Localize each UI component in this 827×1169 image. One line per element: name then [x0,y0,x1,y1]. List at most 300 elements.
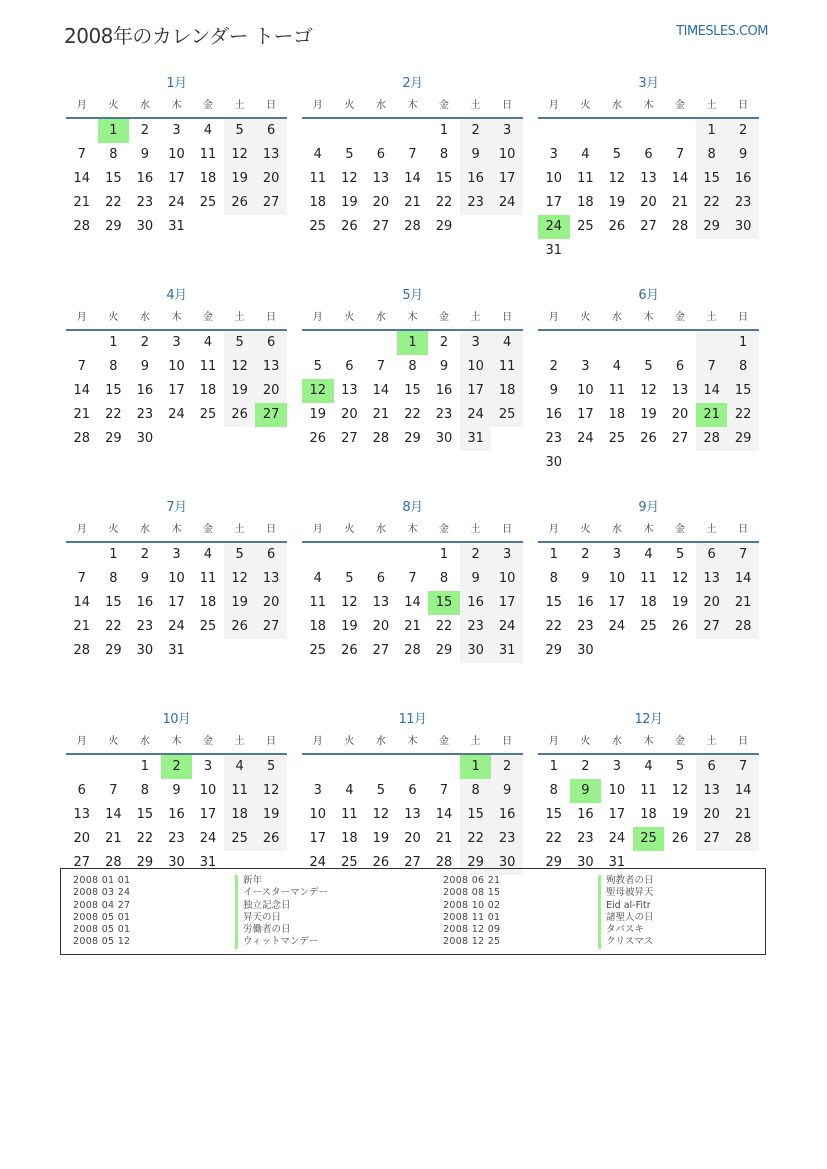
day-cell[interactable]: 16 [727,167,759,191]
day-cell[interactable]: 29 [727,427,759,451]
day-cell[interactable]: 24 [491,191,523,215]
day-cell[interactable]: 12 [224,355,256,379]
day-cell[interactable]: 18 [199,595,217,610]
day-cell[interactable]: 10 [491,143,523,167]
day-cell[interactable]: 25 [199,407,217,422]
day-cell[interactable]: 12 [224,143,256,167]
day-cell[interactable]: 21 [372,407,390,422]
day-cell[interactable]: 6 [345,359,354,374]
day-cell[interactable]: 19 [309,407,327,422]
day-cell[interactable]: 4 [203,335,213,350]
day-cell[interactable]: 11 [199,571,217,586]
day-cell[interactable]: 9 [549,383,558,398]
day-cell[interactable]: 30 [460,639,492,663]
day-cell[interactable]: 7 [109,783,118,798]
day-cell[interactable]: 13 [372,595,390,610]
day-cell[interactable]: 20 [372,619,390,634]
day-cell[interactable]: 19 [224,379,256,403]
day-cell[interactable]: 20 [372,195,390,210]
day-cell[interactable]: 28 [73,219,91,234]
day-cell[interactable]: 8 [439,147,449,162]
day-cell[interactable]: 3 [313,783,322,798]
day-cell[interactable]: 19 [640,407,657,422]
day-cell[interactable]: 23 [136,195,154,210]
day-cell[interactable]: 27 [372,643,390,658]
day-cell[interactable]: 20 [73,831,91,846]
day-cell[interactable]: 3 [172,335,181,350]
day-cell[interactable]: 12 [640,383,657,398]
day-cell[interactable]: 4 [644,547,653,562]
day-cell[interactable]: 26 [671,831,689,846]
day-cell[interactable]: 2 [549,359,558,374]
day-cell[interactable]: 29 [105,219,122,234]
day-cell[interactable]: 26 [224,615,256,639]
day-cell[interactable]: 9 [460,143,492,167]
day-cell[interactable]: 2 [460,543,492,567]
day-cell[interactable]: 17 [168,383,185,398]
day-cell[interactable]: 23 [491,827,523,851]
day-cell[interactable]: 27 [255,191,287,215]
day-cell[interactable]: 5 [644,359,653,374]
day-cell[interactable]: 23 [577,831,594,846]
day-cell[interactable]: 15 [136,807,154,822]
day-cell[interactable]: 17 [545,195,563,210]
day-cell[interactable]: 16 [136,595,154,610]
day-cell[interactable]: 20 [696,591,728,615]
day-cell[interactable]: 9 [140,147,150,162]
day-cell[interactable]: 17 [309,831,327,846]
day-cell[interactable]: 23 [460,615,492,639]
day-cell[interactable]: 18 [640,595,657,610]
day-cell[interactable]: 8 [727,355,759,379]
day-cell[interactable]: 11 [224,779,256,803]
day-cell[interactable]: 26 [224,191,256,215]
day-cell[interactable]: 26 [341,643,358,658]
day-cell[interactable]: 8 [109,147,118,162]
day-cell[interactable]: 29 [545,643,563,658]
day-cell[interactable]: 30 [136,219,154,234]
day-cell[interactable]: 26 [640,431,657,446]
day-cell[interactable]: 15 [105,171,122,186]
day-cell[interactable]: 19 [671,595,689,610]
day-cell[interactable]: 11 [491,355,523,379]
day-cell[interactable]: 7 [696,355,728,379]
day-cell[interactable]: 4 [203,123,213,138]
day-cell[interactable]: 9 [460,567,492,591]
day-cell[interactable]: 11 [309,171,327,186]
day-cell[interactable]: 3 [491,119,523,143]
day-cell[interactable]: 12 [671,571,689,586]
day-cell[interactable]: 13 [73,807,91,822]
day-cell[interactable]: 8 [109,359,118,374]
day-cell[interactable]: 28 [372,431,390,446]
day-cell[interactable]: 22 [105,407,122,422]
day-cell[interactable]: 10 [168,147,185,162]
day-cell[interactable]: 5 [345,147,354,162]
day-cell[interactable]: 14 [73,595,91,610]
day-cell[interactable]: 21 [73,619,91,634]
day-cell[interactable]: 10 [168,359,185,374]
day-cell[interactable]: 13 [696,567,728,591]
day-cell[interactable]: 31 [608,855,626,870]
day-cell[interactable]: 16 [460,591,492,615]
day-cell[interactable]: 22 [435,619,453,634]
day-cell[interactable]: 13 [372,171,390,186]
day-cell[interactable]: 26 [309,431,327,446]
day-cell[interactable]: 4 [581,147,590,162]
day-cell[interactable]: 19 [255,803,287,827]
day-cell[interactable]: 14 [671,171,689,186]
day-cell[interactable]: 4 [644,759,653,774]
day-cell[interactable]: 31 [168,219,185,234]
holiday-day-cell[interactable]: 9 [570,779,602,803]
day-cell[interactable]: 2 [491,755,523,779]
day-cell[interactable]: 25 [199,195,217,210]
day-cell[interactable]: 16 [136,171,154,186]
holiday-day-cell[interactable]: 25 [633,827,665,851]
day-cell[interactable]: 1 [439,123,449,138]
day-cell[interactable]: 14 [435,807,453,822]
day-cell[interactable]: 22 [696,191,728,215]
day-cell[interactable]: 16 [491,803,523,827]
day-cell[interactable]: 30 [136,643,154,658]
day-cell[interactable]: 31 [168,643,185,658]
day-cell[interactable]: 29 [105,643,122,658]
day-cell[interactable]: 7 [376,359,386,374]
day-cell[interactable]: 19 [372,831,390,846]
day-cell[interactable]: 5 [612,147,622,162]
day-cell[interactable]: 17 [577,407,594,422]
day-cell[interactable]: 21 [727,803,759,827]
day-cell[interactable]: 12 [372,807,390,822]
day-cell[interactable]: 9 [439,359,449,374]
day-cell[interactable]: 23 [545,431,563,446]
day-cell[interactable]: 6 [696,755,728,779]
day-cell[interactable]: 14 [696,379,728,403]
holiday-day-cell[interactable]: 27 [255,403,287,427]
day-cell[interactable]: 18 [309,195,327,210]
day-cell[interactable]: 30 [491,851,523,875]
day-cell[interactable]: 7 [727,543,759,567]
day-cell[interactable]: 5 [376,783,386,798]
day-cell[interactable]: 1 [549,759,558,774]
day-cell[interactable]: 24 [460,403,492,427]
day-cell[interactable]: 30 [727,215,759,239]
day-cell[interactable]: 29 [545,855,563,870]
day-cell[interactable]: 16 [136,383,154,398]
day-cell[interactable]: 15 [727,379,759,403]
day-cell[interactable]: 9 [140,359,150,374]
day-cell[interactable]: 23 [727,191,759,215]
day-cell[interactable]: 21 [73,407,91,422]
day-cell[interactable]: 14 [73,171,91,186]
day-cell[interactable]: 30 [435,431,453,446]
day-cell[interactable]: 15 [404,383,421,398]
day-cell[interactable]: 27 [696,615,728,639]
day-cell[interactable]: 20 [640,195,657,210]
day-cell[interactable]: 20 [341,407,358,422]
day-cell[interactable]: 2 [140,335,150,350]
day-cell[interactable]: 6 [675,359,685,374]
day-cell[interactable]: 6 [408,783,417,798]
day-cell[interactable]: 21 [404,619,421,634]
day-cell[interactable]: 1 [439,547,449,562]
day-cell[interactable]: 20 [255,167,287,191]
day-cell[interactable]: 3 [612,547,622,562]
day-cell[interactable]: 13 [255,143,287,167]
day-cell[interactable]: 5 [345,571,354,586]
day-cell[interactable]: 12 [671,783,689,798]
day-cell[interactable]: 16 [168,807,185,822]
day-cell[interactable]: 23 [460,191,492,215]
site-logo[interactable]: TIMESLES.COM [676,24,768,39]
day-cell[interactable]: 2 [581,759,590,774]
day-cell[interactable]: 17 [460,379,492,403]
day-cell[interactable]: 24 [309,855,327,870]
day-cell[interactable]: 12 [608,171,626,186]
day-cell[interactable]: 25 [608,431,626,446]
day-cell[interactable]: 7 [77,147,86,162]
day-cell[interactable]: 24 [199,831,217,846]
day-cell[interactable]: 4 [345,783,354,798]
day-cell[interactable]: 20 [255,591,287,615]
day-cell[interactable]: 10 [545,171,563,186]
day-cell[interactable]: 13 [255,567,287,591]
day-cell[interactable]: 25 [309,643,327,658]
day-cell[interactable]: 20 [696,803,728,827]
day-cell[interactable]: 14 [73,383,91,398]
day-cell[interactable]: 10 [491,567,523,591]
day-cell[interactable]: 22 [136,831,154,846]
day-cell[interactable]: 27 [255,615,287,639]
day-cell[interactable]: 11 [341,807,358,822]
day-cell[interactable]: 26 [224,403,256,427]
day-cell[interactable]: 15 [545,595,563,610]
day-cell[interactable]: 28 [404,643,421,658]
day-cell[interactable]: 17 [168,595,185,610]
day-cell[interactable]: 18 [491,379,523,403]
day-cell[interactable]: 19 [224,591,256,615]
day-cell[interactable]: 16 [545,407,563,422]
day-cell[interactable]: 6 [376,147,386,162]
day-cell[interactable]: 14 [404,171,421,186]
day-cell[interactable]: 5 [675,759,685,774]
day-cell[interactable]: 8 [439,571,449,586]
day-cell[interactable]: 17 [608,807,626,822]
day-cell[interactable]: 28 [696,427,728,451]
day-cell[interactable]: 10 [460,355,492,379]
day-cell[interactable]: 28 [73,431,91,446]
day-cell[interactable]: 9 [140,571,150,586]
day-cell[interactable]: 27 [640,219,657,234]
day-cell[interactable]: 22 [545,619,563,634]
day-cell[interactable]: 3 [491,543,523,567]
day-cell[interactable]: 29 [460,851,492,875]
day-cell[interactable]: 26 [372,855,390,870]
day-cell[interactable]: 11 [199,147,217,162]
day-cell[interactable]: 9 [727,143,759,167]
day-cell[interactable]: 28 [671,219,689,234]
day-cell[interactable]: 28 [727,827,759,851]
day-cell[interactable]: 13 [696,779,728,803]
day-cell[interactable]: 16 [577,807,594,822]
day-cell[interactable]: 27 [73,855,91,870]
day-cell[interactable]: 4 [203,547,213,562]
day-cell[interactable]: 21 [727,591,759,615]
day-cell[interactable]: 9 [581,571,590,586]
day-cell[interactable]: 22 [460,827,492,851]
day-cell[interactable]: 7 [408,571,417,586]
day-cell[interactable]: 12 [341,171,358,186]
day-cell[interactable]: 4 [224,755,256,779]
day-cell[interactable]: 26 [255,827,287,851]
day-cell[interactable]: 16 [577,595,594,610]
day-cell[interactable]: 8 [460,779,492,803]
day-cell[interactable]: 4 [313,147,322,162]
day-cell[interactable]: 12 [255,779,287,803]
day-cell[interactable]: 17 [168,171,185,186]
day-cell[interactable]: 31 [460,427,492,451]
day-cell[interactable]: 6 [255,119,287,143]
day-cell[interactable]: 7 [77,571,86,586]
holiday-day-cell[interactable]: 1 [98,119,130,143]
day-cell[interactable]: 19 [341,619,358,634]
holiday-day-cell[interactable]: 24 [538,215,570,239]
day-cell[interactable]: 3 [172,123,181,138]
day-cell[interactable]: 31 [491,639,523,663]
day-cell[interactable]: 26 [608,219,626,234]
day-cell[interactable]: 30 [577,855,594,870]
day-cell[interactable]: 25 [309,219,327,234]
day-cell[interactable]: 24 [577,431,594,446]
day-cell[interactable]: 27 [341,431,358,446]
day-cell[interactable]: 5 [255,755,287,779]
day-cell[interactable]: 4 [313,571,322,586]
day-cell[interactable]: 27 [404,855,421,870]
day-cell[interactable]: 1 [696,119,728,143]
day-cell[interactable]: 22 [105,619,122,634]
day-cell[interactable]: 6 [255,543,287,567]
day-cell[interactable]: 30 [545,455,563,470]
holiday-day-cell[interactable]: 15 [428,591,460,615]
day-cell[interactable]: 24 [608,619,626,634]
day-cell[interactable]: 29 [435,219,453,234]
day-cell[interactable]: 3 [581,359,590,374]
day-cell[interactable]: 18 [309,619,327,634]
day-cell[interactable]: 28 [727,615,759,639]
day-cell[interactable]: 11 [577,171,594,186]
day-cell[interactable]: 11 [640,571,657,586]
day-cell[interactable]: 15 [105,383,122,398]
day-cell[interactable]: 2 [140,547,150,562]
holiday-day-cell[interactable]: 12 [302,379,334,403]
day-cell[interactable]: 18 [199,171,217,186]
day-cell[interactable]: 21 [671,195,689,210]
day-cell[interactable]: 29 [696,215,728,239]
day-cell[interactable]: 10 [577,383,594,398]
day-cell[interactable]: 19 [671,807,689,822]
day-cell[interactable]: 29 [105,431,122,446]
day-cell[interactable]: 17 [491,591,523,615]
day-cell[interactable]: 31 [545,243,563,258]
day-cell[interactable]: 12 [224,567,256,591]
day-cell[interactable]: 29 [404,431,421,446]
day-cell[interactable]: 21 [73,195,91,210]
day-cell[interactable]: 18 [341,831,358,846]
day-cell[interactable]: 7 [77,359,86,374]
day-cell[interactable]: 22 [105,195,122,210]
day-cell[interactable]: 15 [105,595,122,610]
day-cell[interactable]: 13 [255,355,287,379]
day-cell[interactable]: 24 [168,195,185,210]
day-cell[interactable]: 30 [136,431,154,446]
day-cell[interactable]: 24 [491,615,523,639]
day-cell[interactable]: 14 [727,567,759,591]
day-cell[interactable]: 1 [109,335,118,350]
day-cell[interactable]: 18 [608,407,626,422]
day-cell[interactable]: 6 [696,543,728,567]
day-cell[interactable]: 23 [168,831,185,846]
day-cell[interactable]: 21 [105,831,122,846]
day-cell[interactable]: 20 [255,379,287,403]
day-cell[interactable]: 6 [255,331,287,355]
day-cell[interactable]: 25 [640,619,657,634]
day-cell[interactable]: 29 [136,855,154,870]
day-cell[interactable]: 11 [199,359,217,374]
day-cell[interactable]: 6 [376,571,386,586]
day-cell[interactable]: 2 [140,123,150,138]
day-cell[interactable]: 22 [727,403,759,427]
day-cell[interactable]: 15 [696,167,728,191]
day-cell[interactable]: 17 [608,595,626,610]
day-cell[interactable]: 24 [608,831,626,846]
day-cell[interactable]: 13 [341,383,358,398]
day-cell[interactable]: 6 [644,147,653,162]
day-cell[interactable]: 26 [671,619,689,634]
day-cell[interactable]: 19 [341,195,358,210]
day-cell[interactable]: 17 [491,167,523,191]
day-cell[interactable]: 27 [671,431,689,446]
day-cell[interactable]: 20 [671,407,689,422]
holiday-day-cell[interactable]: 1 [397,331,429,355]
day-cell[interactable]: 28 [435,855,453,870]
day-cell[interactable]: 8 [549,571,558,586]
day-cell[interactable]: 3 [203,759,213,774]
day-cell[interactable]: 8 [408,359,417,374]
day-cell[interactable]: 14 [105,807,122,822]
day-cell[interactable]: 4 [491,331,523,355]
day-cell[interactable]: 14 [372,383,390,398]
day-cell[interactable]: 1 [140,759,150,774]
day-cell[interactable]: 14 [404,595,421,610]
day-cell[interactable]: 15 [460,803,492,827]
day-cell[interactable]: 8 [549,783,558,798]
day-cell[interactable]: 21 [404,195,421,210]
day-cell[interactable]: 28 [404,219,421,234]
day-cell[interactable]: 11 [608,383,626,398]
day-cell[interactable]: 7 [439,783,449,798]
day-cell[interactable]: 23 [435,407,453,422]
day-cell[interactable]: 13 [640,171,657,186]
day-cell[interactable]: 17 [199,807,217,822]
day-cell[interactable]: 5 [224,543,256,567]
day-cell[interactable]: 25 [577,219,594,234]
day-cell[interactable]: 10 [309,807,327,822]
day-cell[interactable]: 3 [612,759,622,774]
day-cell[interactable]: 24 [168,619,185,634]
day-cell[interactable]: 4 [612,359,622,374]
day-cell[interactable]: 23 [136,619,154,634]
